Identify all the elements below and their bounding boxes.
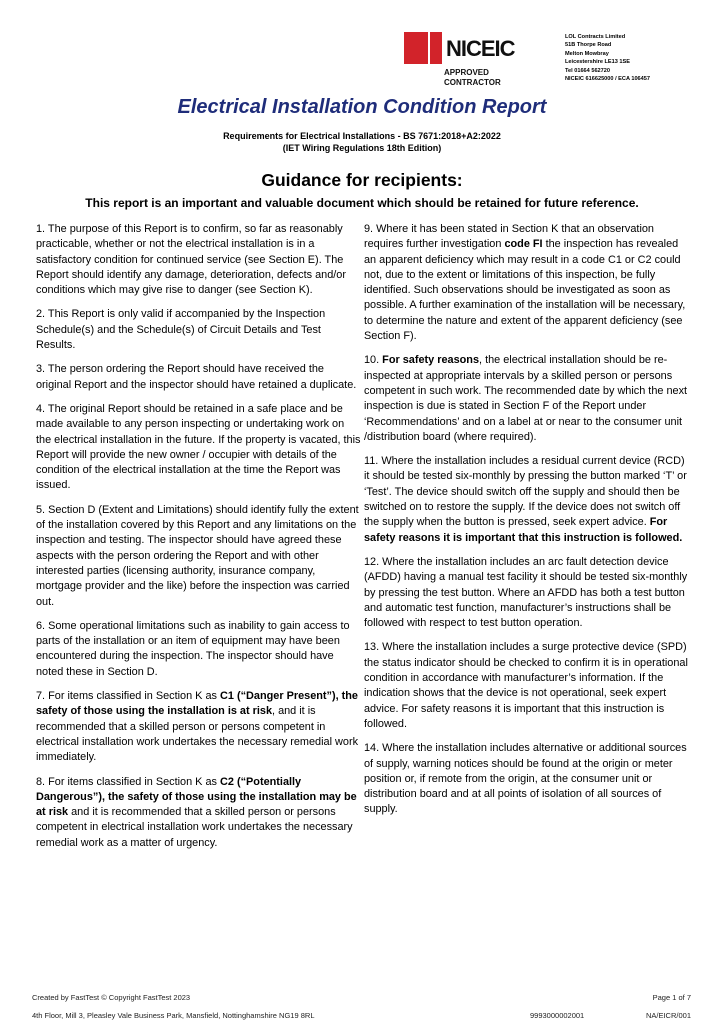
guidance-item-bold-text: C1 (“Danger Present”), the safety of those using the installation is at risk bbox=[36, 690, 358, 718]
guidance-item-text: 7. For items classified in Section K as bbox=[36, 690, 221, 703]
company-address-line: Leicestershire LE13 1SE bbox=[565, 59, 630, 66]
guidance-item-text: 13. Where the installation includes a surge protective device (SPD) the status indicator should be checked to confirm it is in operational condition in accordance with manufacturer’s information. If the indication shows that the device is not operational, seek expert advice. For safety reasons it is important that this instruction is followed. bbox=[364, 641, 688, 730]
guidance-item bbox=[364, 222, 692, 344]
footer-address: 4th Floor, Mill 3, Pleasley Vale Business Park, Mansfield, Nottinghamshire NG19 8RL bbox=[32, 1011, 315, 1020]
guidance-item-text: 12. Where the installation includes an arc fault detection device (AFDD) having a manual test facility it should be tested six-monthly by pressing the test button. Where an AFDD has both a test button and automatic test function, manufacturer’s instructions shall be followed with respect to test button operation. bbox=[364, 555, 688, 630]
guidance-item-text: 3. The person ordering the Report should have received the original Report and the inspector should have retained a duplicate. bbox=[36, 363, 357, 391]
guidance-item bbox=[364, 640, 692, 732]
guidance-item-text: , and it is recommended that a skilled person or persons competent in electrical installation work undertakes the necessary remedial work immediately. bbox=[36, 705, 359, 764]
guidance-column-left bbox=[36, 222, 362, 860]
guidance-item-bold-text: For safety reasons it is important that this instruction is followed. bbox=[364, 516, 683, 544]
requirements-line: Requirements for Electrical Installations - BS 7671:2018+A2:2022 bbox=[223, 131, 501, 141]
footer-page-number: Page 1 of 7 bbox=[652, 993, 691, 1002]
guidance-item-text: 4. The original Report should be retained in a safe place and be made available to any person inspecting or undertaking work on the electrical installation in the future. If the property is vacated, this Report will provide the new owner / occupier with details of the condition of the electrical installation at the time the Report was issued. bbox=[36, 402, 361, 492]
company-phone: Tel 01664 562720 bbox=[565, 67, 610, 74]
logo-brand-text: NICEIC bbox=[446, 36, 515, 61]
company-registration: NICEIC 616625000 / ECA 106457 bbox=[565, 76, 650, 83]
guidance-intro: This report is an important and valuable document which should be retained for future reference. bbox=[85, 196, 639, 210]
guidance-item bbox=[36, 775, 362, 851]
guidance-item-text: 6. Some operational limitations such as inability to gain access to parts of the installation or an item of equipment may have been encountered during the inspection. The inspector should have noted these in Section D. bbox=[36, 619, 350, 678]
guidance-item-text: 8. For items classified in Section K as bbox=[36, 775, 221, 788]
logo-red-block bbox=[404, 32, 428, 64]
guidance-item bbox=[36, 307, 362, 353]
footer-created: Created by FastTest © Copyright FastTest 2023 bbox=[32, 993, 191, 1002]
guidance-item-text: , the electrical installation should be re-inspected at appropriate intervals by a skilled person or persons competent in such work. The recommended date by which the next inspection is due is stated in Section F of the Report under ‘Recommendations’ and on a label at or near to the consumer unit /distribution board (where required). bbox=[364, 354, 688, 443]
guidance-item-bold-text: For safety reasons bbox=[382, 354, 480, 367]
guidance-item bbox=[36, 402, 362, 494]
guidance-item bbox=[36, 362, 362, 393]
guidance-heading: Guidance for recipients: bbox=[261, 170, 463, 190]
guidance-item-text: 1. The purpose of this Report is to confirm, so far as reasonably practicable, whether or not the electrical installation is in a satisfactory condition for continued service (see Section E). The Report should identify any damage, deterioration, defects and/or conditions which may give rise to danger (see Section K). bbox=[36, 223, 346, 297]
footer-reference: NA/EICR/001 bbox=[645, 1011, 691, 1020]
guidance-item bbox=[36, 222, 362, 298]
guidance-item-text: 2. This Report is only valid if accompanied by the Inspection Schedule(s) and the Schedule(s) of Circuit Details and Test Results. bbox=[36, 308, 326, 352]
guidance-item bbox=[36, 619, 362, 680]
guidance-item-text: 14. Where the installation includes alternative or additional sources of supply, warning notices should be found at the origin or meter position or, if remote from the origin, at the consumer unit or distribution board and at all points of isolation of all sources of supply. bbox=[364, 742, 687, 816]
guidance-item bbox=[364, 741, 692, 817]
guidance-item-text: 11. Where the installation includes a residual current device (RCD) it should be tested six-monthly by pressing the button marked ‘T’ or ‘Test’. The device should switch off the supply and should then be switched on to restore the supply. If the device does not switch off the supply when the button is pressed, seek expert advice. bbox=[364, 455, 687, 529]
guidance-item-text: 10. bbox=[364, 354, 383, 367]
guidance-item bbox=[364, 353, 692, 445]
logo-red-block bbox=[430, 32, 442, 64]
report-title: Electrical Installation Condition Report bbox=[177, 96, 547, 118]
company-address-line: 51B Thorpe Road bbox=[565, 42, 612, 49]
guidance-item bbox=[36, 689, 362, 765]
niceic-logo bbox=[404, 32, 515, 90]
logo-badge-line: CONTRACTOR bbox=[444, 78, 501, 87]
guidance-item bbox=[36, 503, 362, 610]
company-name: LOL Contracts Limited bbox=[565, 34, 626, 40]
guidance-item-bold-text: code FI bbox=[504, 238, 543, 251]
company-address bbox=[565, 33, 650, 83]
guidance-item bbox=[364, 454, 692, 546]
guidance-item-bold-text: C2 (“Potentially Dangerous”), the safety of those using the installation may be at risk bbox=[36, 775, 357, 819]
guidance-item-text: and it is recommended that a skilled person or persons competent in electrical installation work undertakes the necessary remedial work as a matter of urgency. bbox=[36, 806, 353, 849]
guidance-column-right bbox=[364, 222, 692, 827]
requirements-block bbox=[0, 130, 724, 154]
footer-serial: 9993000002001 bbox=[530, 1011, 585, 1020]
logo-badge bbox=[444, 68, 501, 88]
company-address-line: Melton Mowbray bbox=[565, 50, 609, 57]
guidance-item-text: 9. Where it has been stated in Section K that an observation requires further investigation bbox=[364, 223, 654, 251]
logo-badge-line: APPROVED bbox=[444, 68, 489, 77]
requirements-line: (IET Wiring Regulations 18th Edition) bbox=[282, 143, 442, 153]
guidance-item bbox=[364, 555, 692, 631]
guidance-item-text: the inspection has revealed an apparent deficiency which may result in a code C1 or C2 could not, due to the extent or limitations of this inspection, be fully identified. Such observations should be investigated as soon as possible. A further examination of the installation will be necessary, to determine the nature and extent of the apparent deficiency (see Section F). bbox=[364, 238, 686, 343]
guidance-item-text: 5. Section D (Extent and Limitations) should identify fully the extent of the installation covered by this Report and any limitations on the inspection and testing. The inspector should have agreed these aspects with the person ordering the Report and with other interested parties (licensing authority, insurance company, mortgage provider and the like) before the inspection was carried out. bbox=[36, 503, 359, 608]
